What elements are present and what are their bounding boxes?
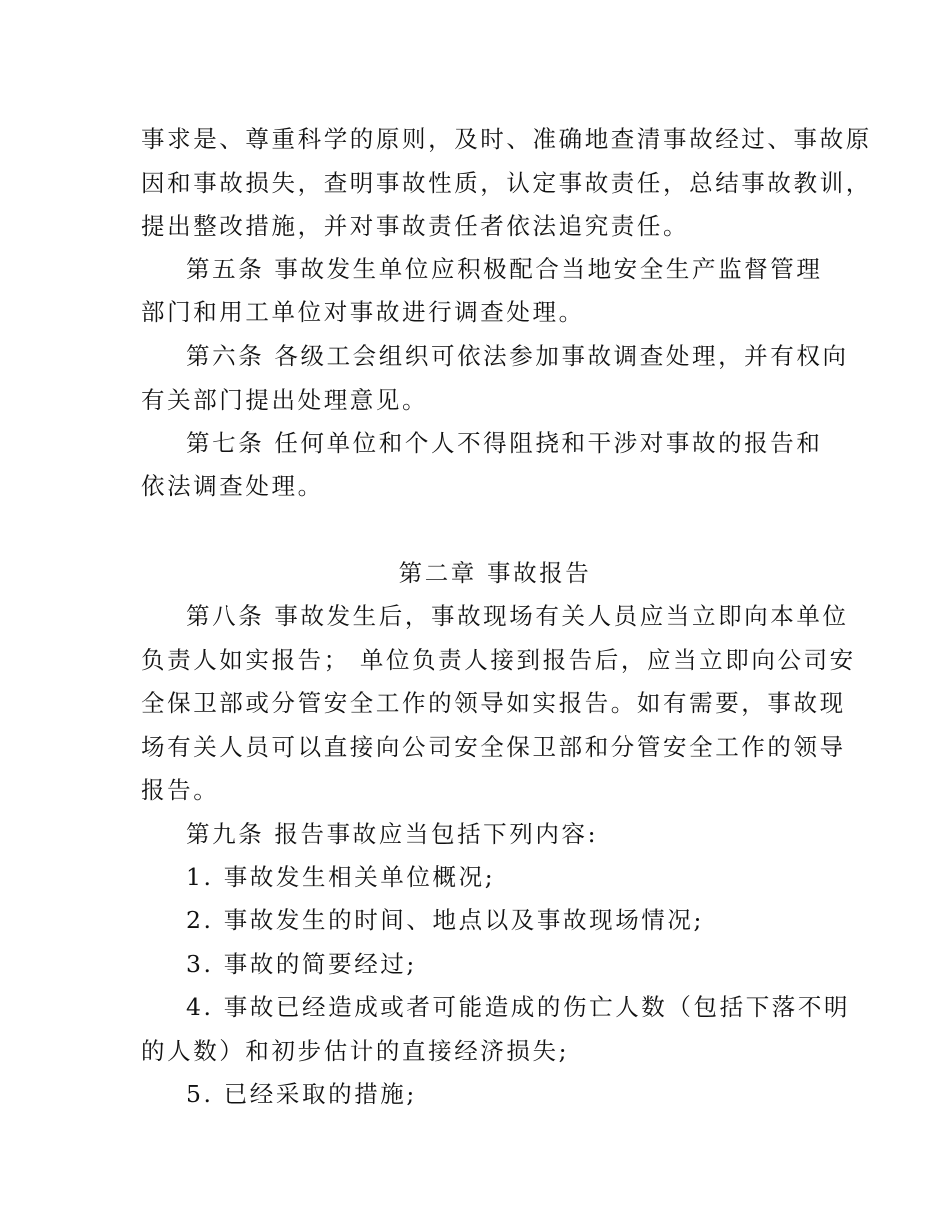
article-9-heading-line: 第九条 报告事故应当包括下列内容: (186, 820, 599, 848)
text-line: 场有关人员可以直接向公司安全保卫部和分管安全工作的领导 (141, 733, 846, 761)
list-item: 3. 事故的简要经过; (186, 950, 417, 978)
chapter-title-text: 第二章 事故报告 (398, 559, 592, 587)
text-line: 提出整改措施，并对事故责任者依法追究责任。 (141, 212, 690, 240)
list-item: 2. 事故发生的时间、地点以及事故现场情况; (186, 906, 705, 934)
article-5-heading-line: 第五条 事故发生单位应积极配合当地安全生产监督管理 (186, 255, 823, 283)
article-6-heading-line: 第六条 各级工会组织可依法参加事故调查处理，并有权向 (186, 342, 849, 370)
text-line: 事求是、尊重科学的原则，及时、准确地查清事故经过、事故原 (141, 125, 872, 153)
text-line: 部门和用工单位对事故进行调查处理。 (141, 298, 585, 326)
list-item: 4. 事故已经造成或者可能造成的伤亡人数（包括下落不明 (186, 993, 851, 1021)
text-line: 有关部门提出处理意见。 (141, 386, 429, 414)
text-line: 因和事故损失，查明事故性质，认定事故责任，总结事故教训， (141, 169, 872, 197)
text-line: 全保卫部或分管安全工作的领导如实报告。如有需要，事故现 (141, 689, 846, 717)
list-item: 1. 事故发生相关单位概况; (186, 863, 496, 891)
article-7-heading-line: 第七条 任何单位和个人不得阻挠和干涉对事故的报告和 (186, 429, 823, 457)
article-8-heading-line: 第八条 事故发生后，事故现场有关人员应当立即向本单位 (186, 602, 849, 630)
text-line: 报告。 (141, 776, 220, 804)
chapter-title (0, 557, 950, 589)
text-line: 负责人如实报告； 单位负责人接到报告后，应当立即向公司安 (141, 646, 856, 674)
list-item: 5. 已经采取的措施; (186, 1080, 417, 1108)
text-line: 的人数）和初步估计的直接经济损失; (141, 1037, 570, 1065)
text-line: 依法调查处理。 (141, 472, 324, 500)
